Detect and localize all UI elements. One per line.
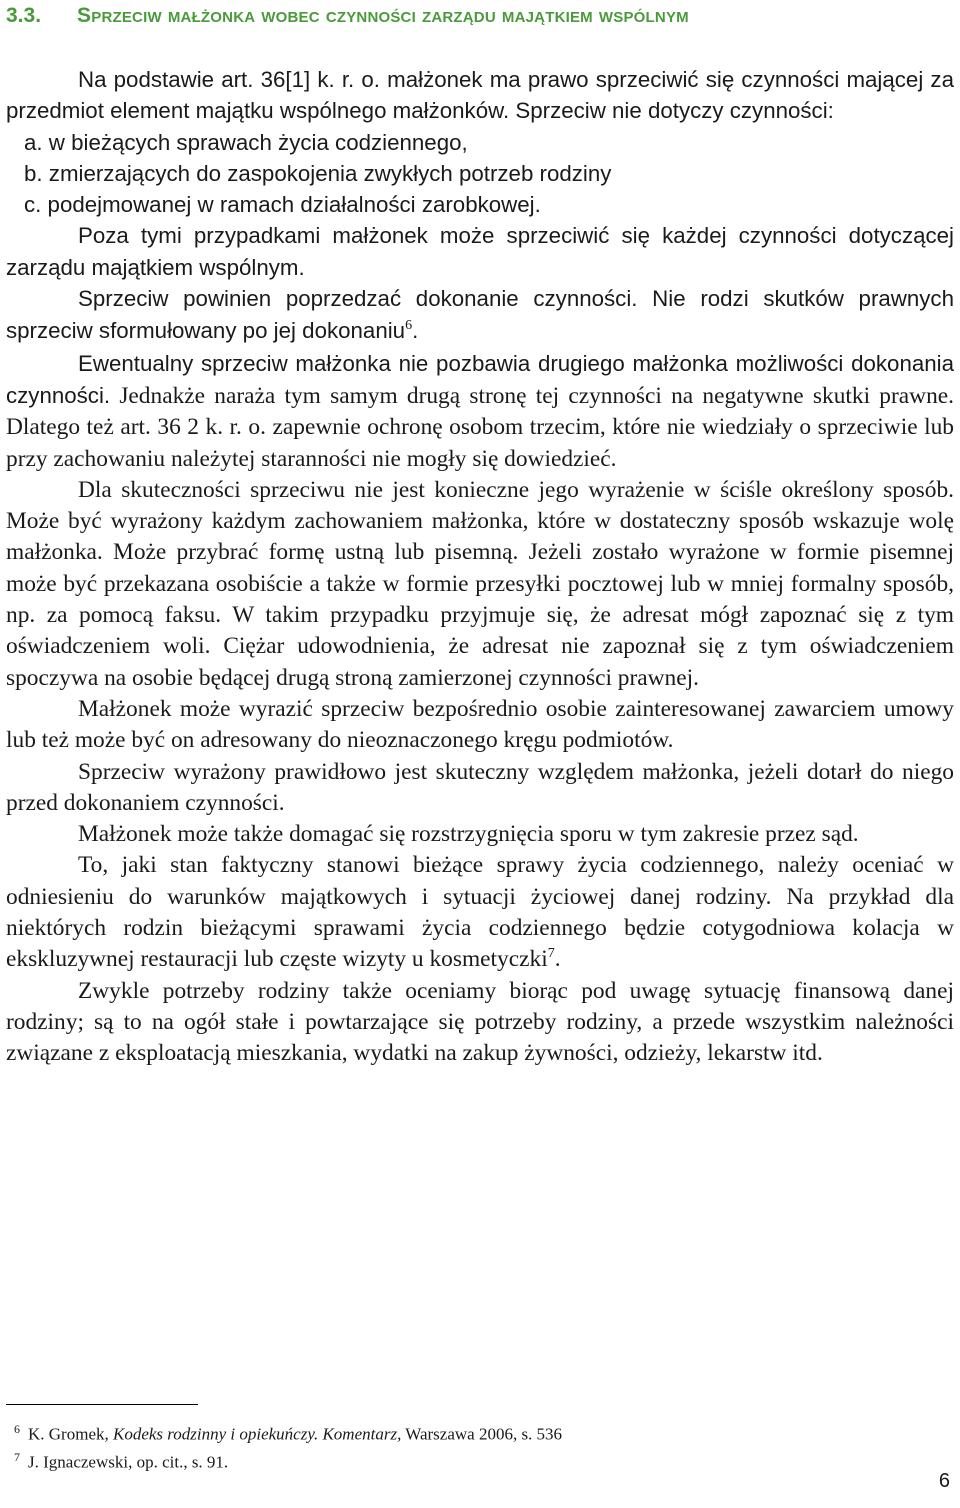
paragraph-9: Zwykle potrzeby rodziny także oceniamy biorąc pod uwagę sytuację finansową danej rodziny; są to na ogół stałe i powtarzające się potrzeby rodziny, a przede wszystkim należności związane z eksploatacją mieszkania, wydatki na zakup żywności, odzieży, lekarstw itd. xyxy=(6,977,954,1067)
section-number: 3.3. xyxy=(6,4,42,27)
paragraph-4-part-b: Może być wyrażony każdym zachowaniem małżonka, które w dostateczny sposób wskazuje wolę małżonka. Może przybrać formę ustną lub pisemną. Jeżeli zostało wyrażone w formie pisemnej może być przekazana osobiście a także w formie przesyłki pocztowej lub w mniej formalny sposób, np. za pomocą faksu. W takim przypadku przyjmuje się, że adresat mógł zapoznać się z tym oświadczeniem woli. Ciężar udowodnienia, że adresat nie zapoznał się z tym oświadczeniem spoczywa na osobie będącej drugą stroną zamierzonej czynności prawnej. xyxy=(6,508,954,691)
intro-paragraph: Na podstawie art. 36[1] k. r. o. małżonek ma prawo sprzeciwić się czynności mającej za przedmiot element majątku wspólnego małżonków. Sprzeciw nie dotyczy czynności: xyxy=(6,67,954,124)
paragraph-1: Poza tymi przypadkami małżonek może sprzeciwić się każdej czynności dotyczącej zarządu majątkiem wspólnym. xyxy=(6,223,954,280)
footnote-mark: 6 xyxy=(14,1422,20,1436)
list-item: b. zmierzających do zaspokojenia zwykłych potrzeb rodziny xyxy=(24,160,612,186)
footnote-text: K. Gromek, xyxy=(28,1424,113,1444)
section-title: Sprzeciw małżonka wobec czynności zarządu majątkiem wspólnym xyxy=(77,4,689,27)
paragraph-5: Małżonek może wyrazić sprzeciw bezpośrednio osobie zainteresowanej zawarciem umowy lub też może być on adresowany do nieoznaczonego kręgu podmiotów. xyxy=(6,695,954,754)
paragraph-6: Sprzeciw wyrażony prawidłowo jest skuteczny względem małżonka, jeżeli dotarł do niego przed dokonaniem czynności. xyxy=(6,758,954,816)
paragraph-8 xyxy=(6,850,954,975)
footnote-6 xyxy=(6,1418,946,1446)
footnote-7 xyxy=(6,1446,946,1474)
footnotes xyxy=(6,1418,946,1473)
list-item: a. w bieżących sprawach życia codziennego, xyxy=(24,129,468,155)
paragraph-4 xyxy=(6,475,954,694)
paragraph-7: Małżonek może także domagać się rozstrzygnięcia sporu w tym zakresie przez sąd. xyxy=(78,821,859,848)
page-number: 6 xyxy=(938,1470,950,1492)
footnote-title: Kodeks rodzinny i opiekuńczy. Komentarz, xyxy=(112,1424,402,1444)
footnote-ref-6: 6 xyxy=(405,318,413,334)
paragraph-2 xyxy=(6,283,954,348)
paragraph-8-end: . xyxy=(554,946,561,973)
footnote-ref-7: 7 xyxy=(547,946,555,962)
paragraph-3 xyxy=(6,348,954,475)
paragraph-3-part-b: Jednakże naraża tym samym drugą stronę tej czynności na negatywne skutki prawne. Dlatego też art. 36 2 k. r. o. zapewnie ochronę osobom trzecim, które nie wiedziały o sprzeciwie lub przy zachowaniu należytej staranności nie mogły się dowiedzieć. xyxy=(6,382,954,472)
footnote-separator xyxy=(6,1404,198,1405)
paragraph-4-part-a: Dla skuteczności sprzeciwu nie jest konieczne jego wyrażenie w ściśle określony sposób. xyxy=(78,476,954,503)
footnote-mark: 7 xyxy=(14,1449,20,1464)
paragraph-8-text: To, jaki stan faktyczny stanowi bieżące sprawy życia codziennego, należy oceniać w odniesieniu do warunków majątkowych i sytuacji życiowej danej rodziny. Na przykład dla niektórych rodzin bieżącymi sprawami życia codziennego będzie cotygodniowa kolacja w ekskluzywnej restauracji lub częste wizyty u kosmetyczki xyxy=(6,852,954,973)
paragraph-2-part-a: Sprzeciw powinien poprzedzać dokonanie czynności. xyxy=(78,286,638,312)
paragraph-3-part-a: Ewentualny sprzeciw małżonka nie pozbawia drugiego małżonka możliwości dokonania czynności. xyxy=(6,350,954,408)
document-body xyxy=(6,64,954,1070)
paragraph-2-part-b: Nie rodzi skutków prawnych sprzeciw sformułowany po jej dokonaniu xyxy=(6,286,954,344)
section-heading xyxy=(6,0,956,32)
list-item: c. podejmowanej w ramach działalności zarobkowej. xyxy=(24,192,541,218)
paragraph-2-end: . xyxy=(412,318,419,344)
footnote-text: J. Ignaczewski, op. cit., s. 91. xyxy=(28,1452,229,1472)
footnote-text-end: Warszawa 2006, s. 536 xyxy=(401,1424,563,1444)
